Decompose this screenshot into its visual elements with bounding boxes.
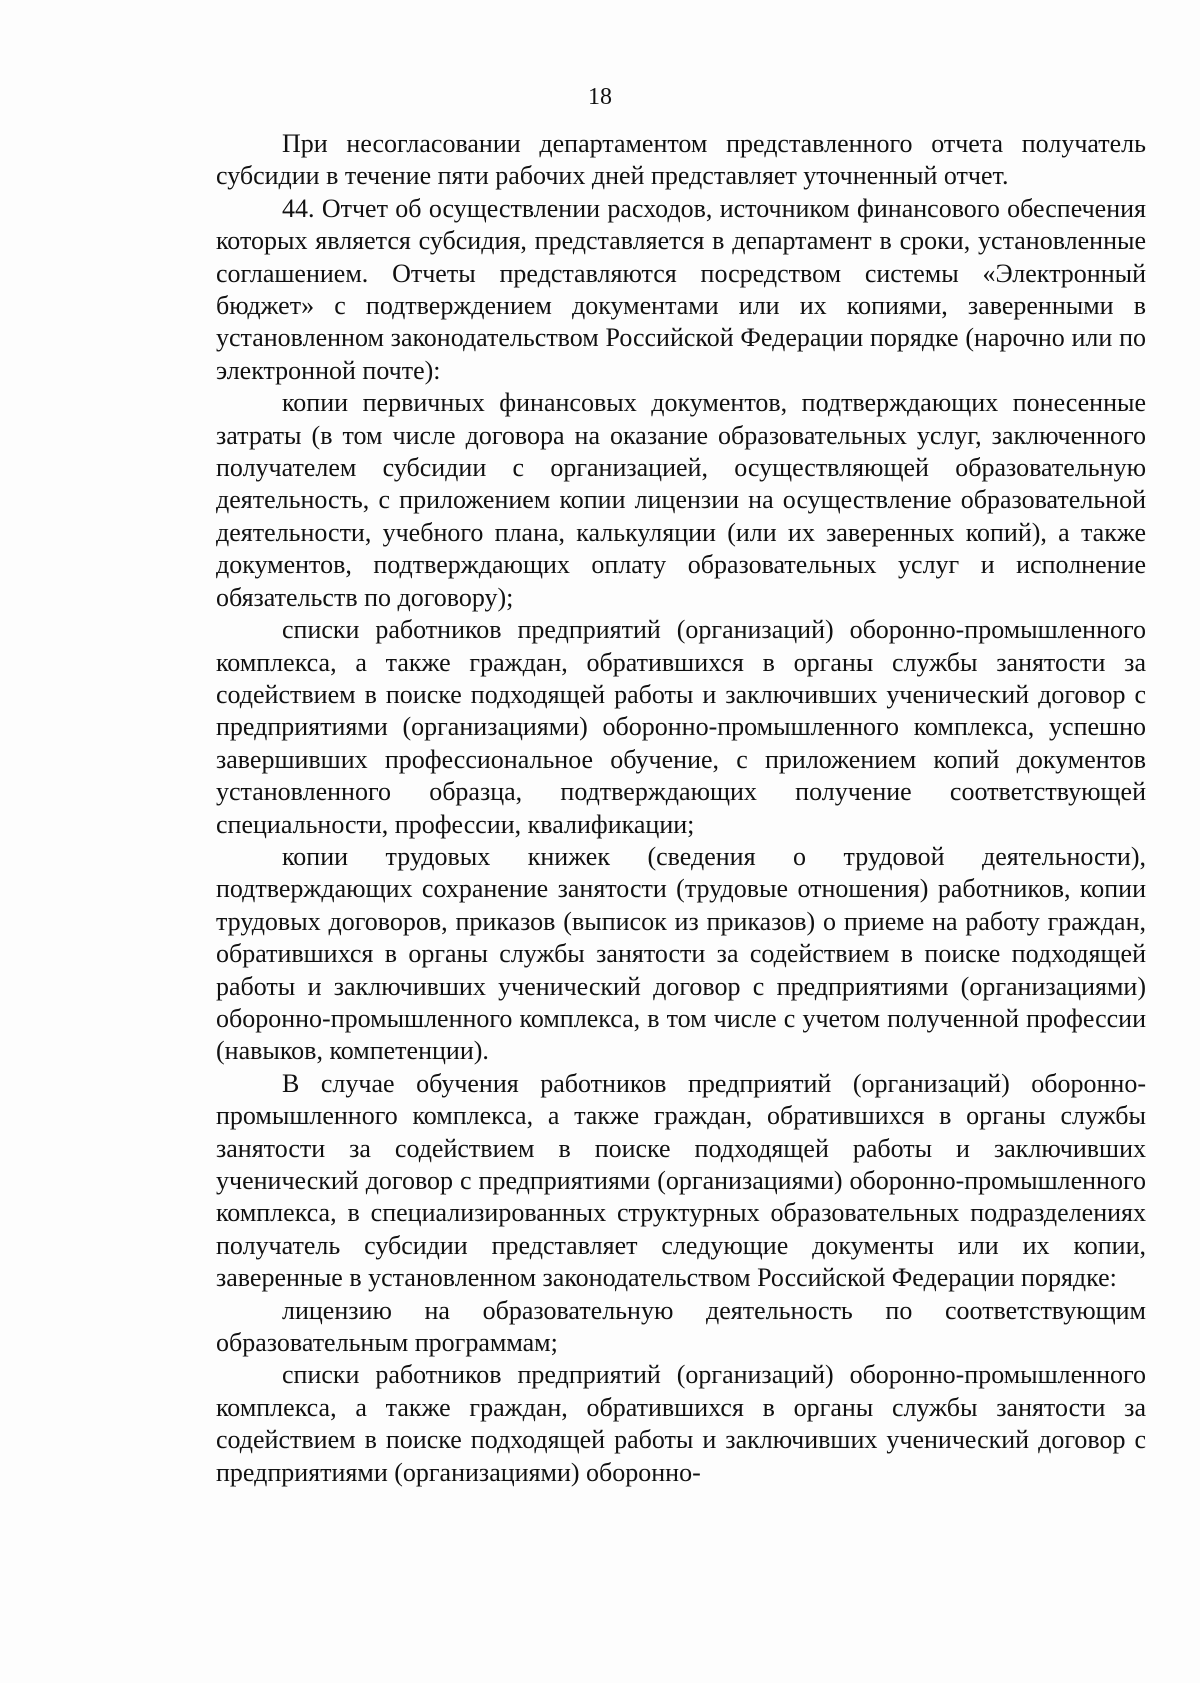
paragraph-employee-lists: списки работников предприятий (организаций) оборонно-промышленного комплекса, а также граждан, обратившихся в органы службы занятости за содействием в поиске подходящей работы и заключивших ученический договор с предприятиями (организациями) оборонно-промышленного комплекса, успешно завершивших профессиональное обучение, с приложением копий документов установленного образца, подтверждающих получение соответствующей специальности, профессии, квалификации; (216, 615, 1146, 839)
paragraph-training-case: В случае обучения работников предприятий (организаций) оборонно-промышленного комплекса, а также граждан, обратившихся в органы службы занятости за содействием в поиске подходящей работы и заключивших ученический договор с предприятиями (организациями) оборонно-промышленного комплекса, в специализированных структурных образовательных подразделениях получатель субсидии представляет следующие документы или их копии, заверенные в установленном законодательством Российской Федерации порядке: (216, 1068, 1146, 1293)
paragraph-employment-records: копии трудовых книжек (сведения о трудовой деятельности), подтверждающих сохранение занятости (трудовые отношения) работников, копии трудовых договоров, приказов (выписок из приказов) о приеме на работу граждан, обратившихся в органы службы занятости за содействием в поиске подходящей работы и заключивших ученический договор с предприятиями (организациями) оборонно-промышленного комплекса, в том числе с учетом полученной профессии (навыков, компетенции). (216, 841, 1146, 1066)
paragraph-license: лицензию на образовательную деятельность по соответствующим образовательным программам; (216, 1295, 1146, 1358)
paragraph-report-disagreement: При несогласовании департаментом представленного отчета получатель субсидии в течение пяти рабочих дней представляет уточненный отчет. (216, 129, 1146, 191)
paragraph-clause-44: 44. Отчет об осуществлении расходов, источником финансового обеспечения которых является субсидия, представляется в департамент в сроки, установленные соглашением. Отчеты представляются посредством системы «Электронный бюджет» с подтверждением документами или их копиями, заверенными в установленном законодательством Российской Федерации порядке (нарочно или по электронной почте): (216, 193, 1146, 385)
page-number: 18 (588, 84, 612, 110)
paragraph-employee-lists-continued: списки работников предприятий (организаций) оборонно-промышленного комплекса, а также граждан, обратившихся в органы службы занятости за содействием в поиске подходящей работы и заключивших ученический договор с предприятиями (организациями) оборонно- (216, 1360, 1146, 1487)
document-body (216, 128, 1146, 1489)
paragraph-primary-documents: копии первичных финансовых документов, подтверждающих понесенные затраты (в том числе договора на оказание образовательных услуг, заключенного получателем субсидии с организацией, осуществляющей образовательную деятельность, с приложением копии лицензии на осуществление образовательной деятельности, учебного плана, калькуляции (или их заверенных копий), а также документов, подтверждающих оплату образовательных услуг и исполнение обязательств по договору); (216, 388, 1146, 612)
